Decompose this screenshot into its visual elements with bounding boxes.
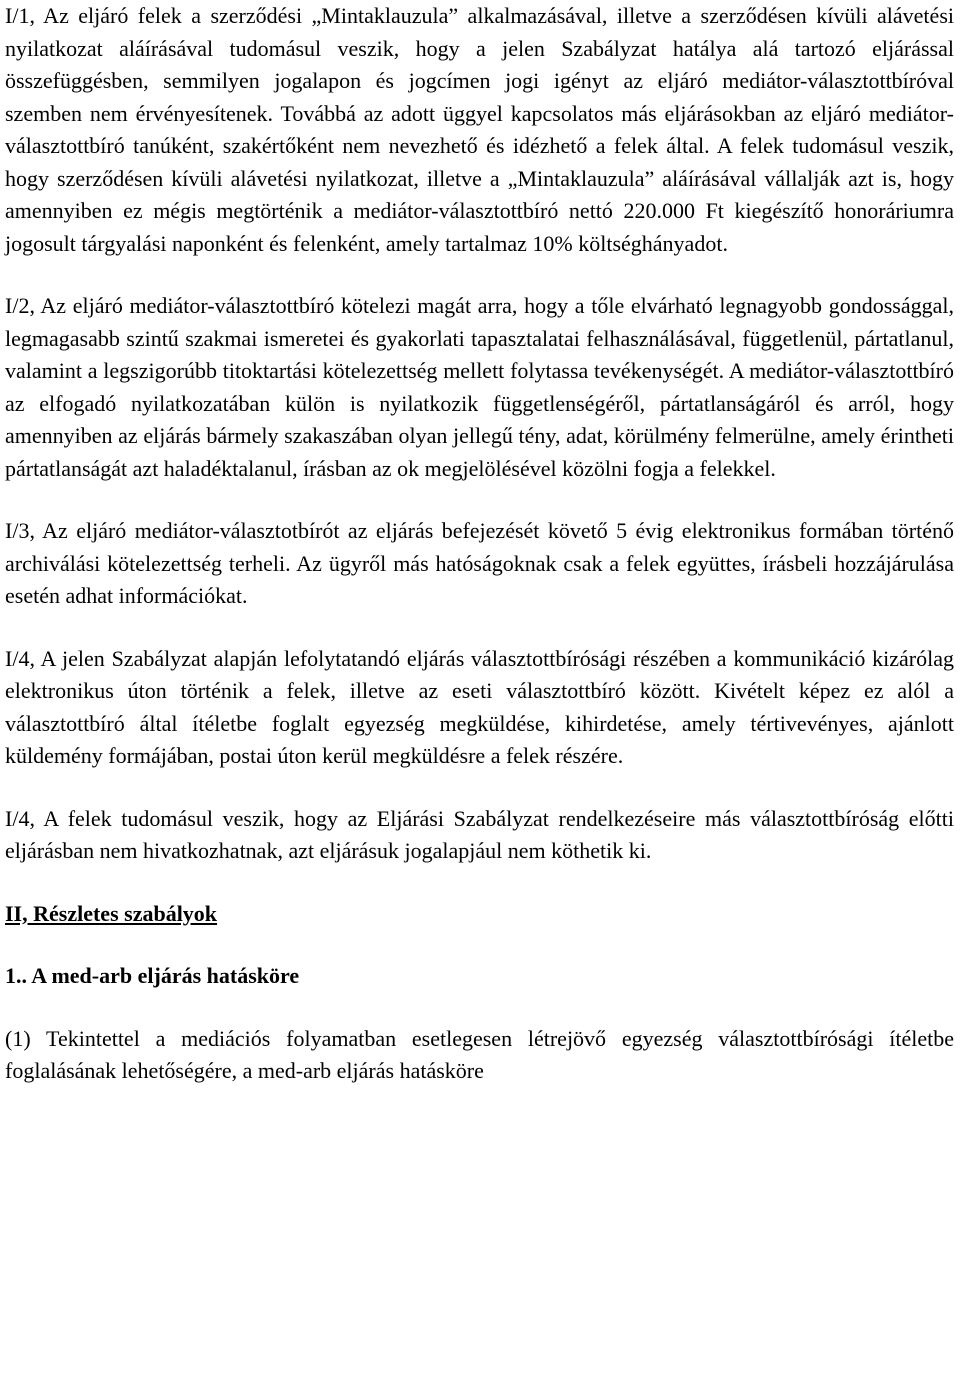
paragraph-i3: I/3, Az eljáró mediátor-választotbírót az eljárás befejezését követő 5 évig elektronikus formában történő archiválási kötelezettség terheli. Az ügyről más hatóságoknak csak a felek együttes, írásbeli hozzájárulása esetén adhat információkat. (5, 518, 954, 608)
section-heading: II, Részletes szabályok (5, 900, 218, 926)
subsection-heading: 1.. A med-arb eljárás hatásköre (5, 963, 300, 988)
paragraph-i4-second: I/4, A felek tudomásul veszik, hogy az Eljárási Szabályzat rendelkezéseire más választottbíróság előtti eljárásban nem hivatkozhatnak, azt eljárásuk jogalapjául nem köthetik ki. (5, 805, 954, 863)
paragraph-i2: I/2, Az eljáró mediátor-választottbíró kötelezi magát arra, hogy a tőle elvárható legnagyobb gondossággal, legmagasabb szintű szakmai ismeretei és gyakorlati tapasztalatai felhasználásával, függetlenül, pártatlanul, valamint a legszigorúbb titoktartási kötelezettség mellett folytassa tevékenységét. A mediátor-választottbíró az elfogadó nyilatkozatában külön is nyilatkozik függetlenségéről, pártatlanságáról és arról, hogy amennyiben az eljárás bármely szakaszában olyan jellegű tény, adat, körülmény felmerülne, amely érintheti pártatlanságát azt haladéktalanul, írásban az ok megjelölésével közölni fogja a felekkel. (5, 293, 954, 481)
paragraph-1: (1) Tekintettel a mediációs folyamatban esetlegesen létrejövő egyezség választottbírósági ítéletbe foglalásának lehetőségére, a med-arb eljárás hatásköre (5, 1025, 954, 1083)
paragraph-i4: I/4, A jelen Szabályzat alapján lefolytatandó eljárás választottbírósági részében a kommunikáció kizárólag elektronikus úton történik a felek, illetve az eseti választottbíró között. Kivételt képez ez alól a választottbíró által ítéletbe foglalt egyezség megküldése, kihirdetése, amely tértivevényes, ajánlott küldemény formájában, postai úton kerül megküldésre a felek részére. (5, 645, 954, 768)
paragraph-i1: I/1, Az eljáró felek a szerződési „Mintaklauzula” alkalmazásával, illetve a szerződésen kívüli alávetési nyilatkozat aláírásával tudomásul veszik, hogy a jelen Szabályzat hatálya alá tartozó eljárással összefüggésben, semmilyen jogalapon és jogcímen jogi igényt az eljáró mediátor-választottbíróval szemben nem érvényesítenek. Továbbá az adott üggyel kapcsolatos más eljárásokban az eljáró mediátor-választottbíró tanúként, szakértőként nem nevezhető és idézhető a felek által. A felek tudomásul veszik, hogy szerződésen kívüli alávetési nyilatkozat, illetve a „Mintaklauzula” aláírásával vállalják azt is, hogy amennyiben ez mégis megtörténik a mediátor-választottbíró nettó 220.000 Ft kiegészítő honoráriumra jogosult tárgyalási naponként és felenként, amely tartalmaz 10% költséghányadot. (5, 3, 954, 256)
